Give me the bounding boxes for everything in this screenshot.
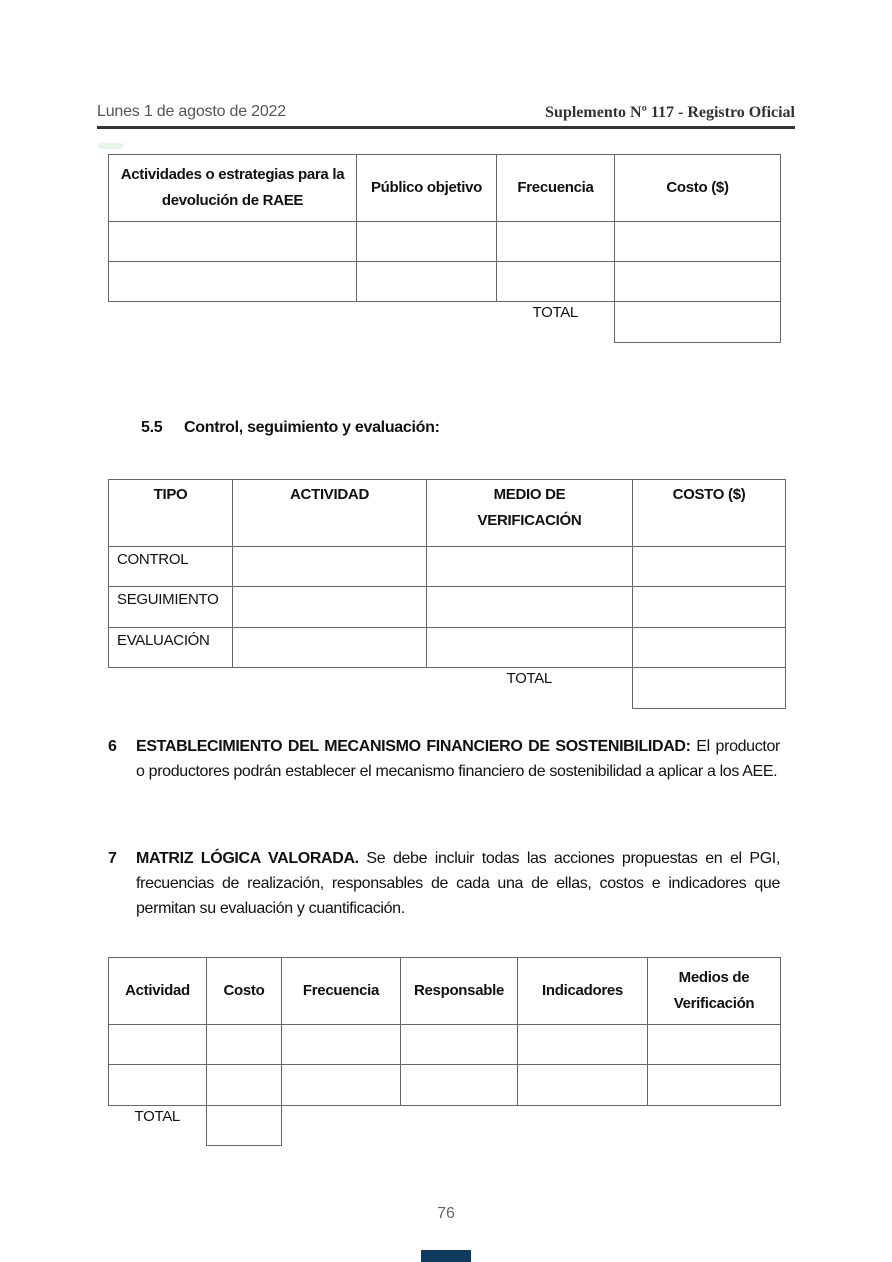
table-cell[interactable] [615,262,781,302]
table-cell[interactable] [357,262,497,302]
section-text: Se debe incluir todas las acciones propuestas en el PGI, frecuencias de realización, responsables de cada una de ellas, costos e indicadores que permitan su evaluación y cuantificación. [136,850,780,917]
total-row [109,1106,781,1146]
header-rule [97,126,795,129]
total-row [109,668,786,709]
column-header: Costo ($) [615,155,781,222]
total-value-cell[interactable] [633,668,786,709]
table-row [109,1025,781,1065]
table-cell[interactable] [427,547,633,587]
column-header: Responsable [401,958,518,1025]
column-header: Actividades o estrategias para la devolución de RAEE [109,155,357,222]
column-header: Indicadores [518,958,648,1025]
table-cell[interactable] [648,1025,781,1065]
total-value-cell[interactable] [615,302,781,343]
table-cell[interactable] [233,547,427,587]
section-title: MATRIZ LÓGICA VALORADA. [136,850,359,867]
table-cell[interactable] [497,262,615,302]
table-cell[interactable] [497,222,615,262]
row-label: CONTROL [109,547,233,587]
table-row [109,547,786,587]
table-cell[interactable] [282,1065,401,1106]
column-header: ACTIVIDAD [233,480,427,547]
total-label: TOTAL [134,1108,180,1125]
table-cell[interactable] [518,1065,648,1106]
section-5-5-heading [141,419,440,437]
column-header: Medios de Verificación [648,958,781,1025]
logical-matrix-table [108,957,781,1146]
table-cell[interactable] [427,587,633,628]
table-cell[interactable] [282,1025,401,1065]
table-cell[interactable] [207,1065,282,1106]
column-header: Público objetivo [357,155,497,222]
table-cell[interactable] [427,628,633,668]
section-title: ESTABLECIMIENTO DEL MECANISMO FINANCIERO DE SOSTENIBILIDAD: [136,738,691,755]
section-number: 6 [108,738,117,755]
table-cell[interactable] [633,587,786,628]
table-cell[interactable] [109,222,357,262]
table-cell[interactable] [109,1025,207,1065]
table-row [109,587,786,628]
table-cell[interactable] [401,1065,518,1106]
scan-artifact [98,143,124,149]
table-cell[interactable] [633,547,786,587]
column-header: Actividad [109,958,207,1025]
total-row [109,302,781,343]
table-cell[interactable] [233,628,427,668]
section-number: 5.5 [141,419,163,436]
table-row [109,262,781,302]
table-header-row [109,155,781,222]
table-cell[interactable] [615,222,781,262]
page-number: 76 [437,1205,455,1222]
section-text: El productor o productores podrán establecer el mecanismo financiero de sostenibilidad a aplicar a los AEE. [136,738,780,780]
table-cell[interactable] [109,262,357,302]
header-publication: Suplemento Nº 117 - Registro Oficial [545,104,795,121]
column-header: Costo [207,958,282,1025]
row-label: EVALUACIÓN [109,628,233,668]
table-cell[interactable] [401,1025,518,1065]
table-cell[interactable] [648,1065,781,1106]
table-cell[interactable] [633,628,786,668]
raee-devolution-table [108,154,781,343]
table-header-row [109,480,786,547]
header-date: Lunes 1 de agosto de 2022 [97,103,286,120]
table-cell[interactable] [109,1065,207,1106]
row-label: SEGUIMIENTO [109,587,233,628]
column-header: COSTO ($) [633,480,786,547]
column-header: Frecuencia [282,958,401,1025]
table-cell[interactable] [518,1025,648,1065]
section-7-paragraph [108,846,780,921]
section-number: 7 [108,850,117,867]
total-label: TOTAL [532,304,578,321]
total-label: TOTAL [506,670,552,687]
footer-bar [421,1250,471,1262]
column-header: Frecuencia [497,155,615,222]
section-title: Control, seguimiento y evaluación: [184,419,440,436]
table-cell[interactable] [357,222,497,262]
table-row [109,1065,781,1106]
table-cell[interactable] [233,587,427,628]
control-evaluation-table [108,479,786,709]
column-header: MEDIO DE VERIFICACIÓN [427,480,633,547]
total-value-cell[interactable] [207,1106,282,1146]
table-row [109,628,786,668]
table-row [109,222,781,262]
section-6-paragraph [108,734,780,784]
column-header: TIPO [109,480,233,547]
table-cell[interactable] [207,1025,282,1065]
table-header-row [109,958,781,1025]
